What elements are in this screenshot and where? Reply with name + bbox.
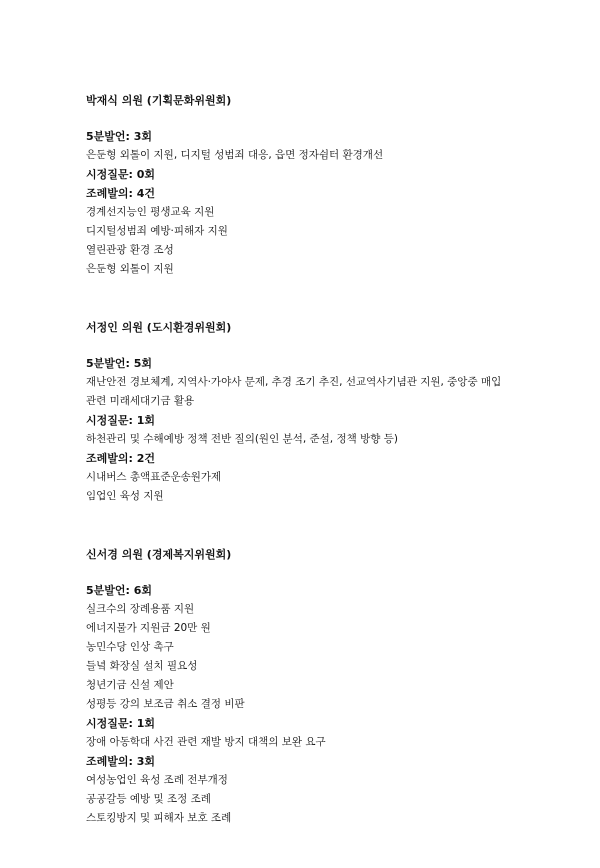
section-item: 시내버스 총액표준운송원가제 [86, 471, 222, 483]
section-item: 디지털성범죄 예방·피해자 지원 [86, 225, 228, 237]
member-block [86, 546, 556, 828]
section-item: 장애 아동학대 사건 관련 재발 방지 대책의 보완 요구 [86, 736, 326, 748]
activity-section [86, 184, 556, 279]
section-item: 농민수당 인상 촉구 [86, 641, 174, 653]
section-item: 은둔형 외톨이 지원 [86, 263, 174, 275]
document-page [86, 92, 556, 868]
activity-section [86, 581, 556, 714]
section-label: 시정질문: 0회 [86, 168, 156, 181]
section-item: 관련 미래세대기금 활용 [86, 395, 195, 407]
section-item: 은둔형 외톨이 지원, 디지털 성범죄 대응, 읍면 정자쉼터 환경개선 [86, 149, 384, 161]
section-item: 들녘 화장실 설치 필요성 [86, 660, 198, 672]
member-block [86, 92, 556, 279]
section-item: 재난안전 경보체계, 지역사·가야사 문제, 추경 조기 추진, 선교역사기념관 지원, 중앙중 매입 [86, 376, 502, 388]
section-item: 성평등 강의 보조금 취소 결정 비판 [86, 698, 245, 710]
section-label: 5분발언: 5회 [86, 357, 153, 370]
section-item: 공공갈등 예방 및 조정 조례 [86, 793, 211, 805]
section-label: 5분발언: 6회 [86, 584, 153, 597]
activity-section [86, 165, 556, 184]
section-label: 조례발의: 3회 [86, 755, 156, 768]
section-item: 하천관리 및 수해예방 정책 전반 질의(원인 분석, 준설, 정책 방향 등) [86, 433, 398, 445]
section-item: 청년기금 신설 제안 [86, 679, 174, 691]
member-name: 신서경 의원 (경제복지위원회) [86, 548, 232, 561]
section-item: 스토킹방지 및 피해자 보호 조례 [86, 812, 232, 824]
section-label: 시정질문: 1회 [86, 717, 156, 730]
activity-section [86, 752, 556, 828]
section-label: 조례발의: 2건 [86, 452, 156, 465]
section-item: 경계선지능인 평생교육 지원 [86, 206, 215, 218]
section-item: 여성농업인 육성 조례 전부개정 [86, 774, 228, 786]
activity-section [86, 449, 556, 506]
section-item: 실크수의 장례용품 지원 [86, 603, 195, 615]
section-label: 5분발언: 3회 [86, 130, 153, 143]
activity-section [86, 127, 556, 165]
section-label: 시정질문: 1회 [86, 414, 156, 427]
section-item: 임업인 육성 지원 [86, 490, 164, 502]
activity-section [86, 714, 556, 752]
section-label: 조례발의: 4건 [86, 187, 156, 200]
section-item: 에너지물가 지원금 20만 원 [86, 622, 211, 634]
member-name: 서정인 의원 (도시환경위원회) [86, 321, 232, 334]
activity-section [86, 354, 556, 411]
section-item: 열린관광 환경 조성 [86, 244, 174, 256]
activity-section [86, 411, 556, 449]
member-name: 박재식 의원 (기획문화위원회) [86, 94, 232, 107]
member-block [86, 319, 556, 506]
